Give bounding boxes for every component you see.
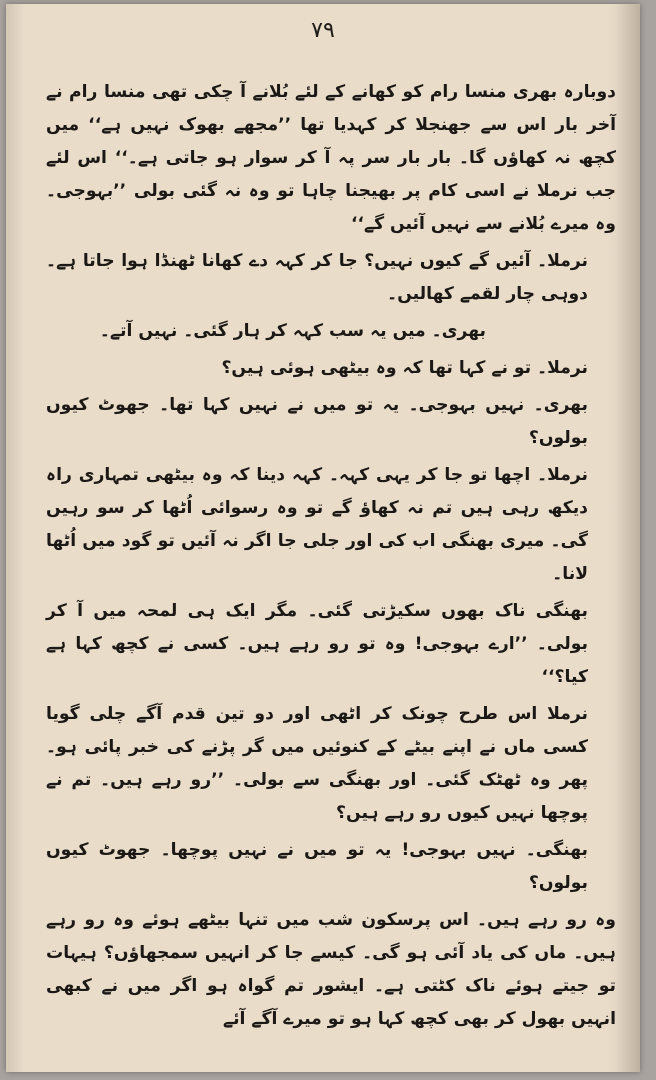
paragraph: دوبارہ بھری منسا رام کو کھانے کے لئے بُلانے آ چکی تھی منسا رام نے آخر بار اس سے جھنجلا کر کہدیا تھا ’’مجھے بھوک نہیں ہے‘‘ میں کچھ نہ کھاؤں گا۔ بار بار سر پہ آ کر سوار ہو جاتی ہے۔‘‘ اس لئے جب نرملا نے اسی کام پر بھیجنا چاہا تو وہ نہ گئی بولی ’’بہوجی۔ وہ میرے بُلانے سے نہیں آئیں گے‘‘: [46, 82, 616, 234]
page-edge-shadow: [616, 4, 640, 1072]
paragraph: نرملا۔ تو نے کہا تھا کہ وہ بیٹھی ہوئی ہیں؟: [221, 358, 588, 378]
page-number: ۷۹: [311, 18, 335, 43]
paragraph: نرملا اس طرح چونک کر اٹھی اور دو تین قدم آگے چلی گویا کسی ماں نے اپنے بیٹے کے کنوئیں میں گر پڑنے کی خبر پائی ہو۔ پھر وہ ٹھٹک گئی۔ اور بھنگی سے بولی۔ ’’رو رہے ہیں۔ تم نے پوچھا نہیں کیوں رو رہے ہیں؟: [46, 704, 588, 823]
paragraph: نرملا۔ اچھا تو جا کر یہی کہہ۔ کہہ دینا کہ وہ بیٹھی تمہاری راہ دیکھ رہی ہیں تم نہ کھاؤ گے تو وہ رسوائی اُٹھا کر سو رہیں گی۔ میری بھنگی اب کی اور جلی جا اگر نہ آئیں تو گود میں اُٹھا لانا۔: [46, 465, 588, 584]
book-page: [6, 4, 640, 1072]
paragraph: بھری۔ نہیں بہوجی۔ یہ تو میں نے نہیں کہا تھا۔ جھوٹ کیوں بولوں؟: [46, 395, 588, 448]
paragraph: بھنگی ناک بھوں سکیڑتی گئی۔ مگر ایک ہی لمحہ میں آ کر بولی۔ ’’ارے بہوجی! وہ تو رو رہے ہیں۔ کسی نے کچھ کہا ہے کیا؟‘‘: [46, 601, 588, 687]
urdu-text-body: [46, 76, 616, 1036]
paragraph: بھری۔ میں یہ سب کہہ کر ہار گئی۔ نہیں آتے۔: [99, 321, 486, 341]
paragraph: بھنگی۔ نہیں بہوجی! یہ تو میں نے نہیں پوچھا۔ جھوٹ کیوں بولوں؟: [46, 840, 588, 893]
paragraph: وہ رو رہے ہیں۔ اس پرسکون شب میں تنہا بیٹھے ہوئے وہ رو رہے ہیں۔ ماں کی یاد آئی ہو گی۔ کیسے جا کر انہیں سمجھاؤں؟ ہیہات تو جیتے ہوئے ناک کٹتی ہے۔ ایشور تم گواہ ہو اگر میں نے کبھی انہیں بھول کر بھی کچھ کہا ہو تو میرے آگے آئے: [46, 910, 616, 1029]
paragraph: نرملا۔ آئیں گے کیوں نہیں؟ جا کر کہہ دے کھانا ٹھنڈا ہوا جاتا ہے۔ دوہی چار لقمے کھالیں۔: [46, 251, 588, 304]
